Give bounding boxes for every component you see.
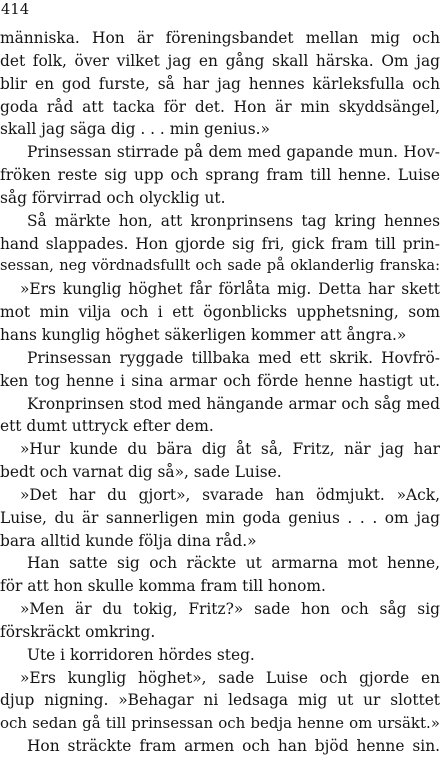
text-line: ken tog henne i sina armar och förde henne hastigt ut. — [0, 371, 440, 390]
text-line: djup nigning. »Behagar ni ledsaga mig ut ur slottet — [0, 691, 440, 710]
text-line: det folk, över vilket jag en gång skall härska. Om jag — [0, 51, 440, 70]
text-line: skall jag säga dig . . . min genius.» — [0, 120, 270, 139]
text-line: hand slappades. Hon gjorde sig fri, gick fram till prin- — [0, 234, 440, 253]
text-line: »Hur kunde du bära dig åt så, Fritz, när jag har — [20, 440, 440, 459]
text-line: mot min vilja och i ett ögonblicks upphetsning, som — [0, 303, 440, 322]
text-line: blir en god furste, så har jag hennes kärleksfulla och — [0, 74, 440, 93]
text-line: ett dumt uttryck efter dem. — [0, 417, 214, 436]
text-line: bara alltid kunde följa dina råd.» — [0, 531, 257, 550]
text-line: Luise, du är sannerligen min goda genius . . . om jag — [0, 508, 440, 527]
text-line: Hon sträckte fram armen och han bjöd henne sin. — [27, 737, 440, 756]
text-line: Så märkte hon, att kronprinsens tag kring hennes — [27, 211, 440, 230]
text-line: för att hon skulle komma fram till honom. — [0, 577, 326, 596]
text-line: »Ers kunglig höghet», sade Luise och gjorde en — [20, 668, 440, 687]
text-line: »Det har du gjort», svarade han ödmjukt. »Ack, — [20, 485, 440, 504]
text-line: fröken reste sig upp och sprang fram till henne. Luise — [0, 166, 440, 185]
text-line: Prinsessan ryggade tillbaka med ett skrik. Hovfrö- — [27, 348, 440, 367]
text-line: sessan, neg vördnadsfullt och sade på oklanderlig franska: — [0, 257, 440, 275]
text-line: människa. Hon är föreningsbandet mellan mig och — [0, 29, 440, 47]
text-line: »Ers kunglig höghet får förlåta mig. Detta har skett — [20, 280, 440, 299]
body-text — [0, 27, 440, 758]
text-line: goda råd att tacka för det. Hon är min skyddsängel, — [0, 97, 440, 116]
text-line: bedt och varnat dig så», sade Luise. — [0, 463, 282, 482]
text-line: »Men är du tokig, Fritz?» sade hon och såg sig — [20, 600, 440, 619]
text-line: Ute i korridoren hördes steg. — [27, 645, 255, 664]
text-line: såg förvirrad och olycklig ut. — [0, 188, 226, 207]
text-line: hans kunglig höghet säkerligen kommer att ångra.» — [0, 325, 407, 344]
text-line: Han satte sig och räckte ut armarna mot henne, — [27, 554, 440, 573]
text-line: Kronprinsen stod med hängande armar och såg med — [27, 394, 440, 413]
page-number: 414 — [1, 2, 30, 18]
text-line: förskräckt omkring. — [0, 622, 156, 641]
text-line: Prinsessan stirrade på dem med gapande mun. Hov- — [27, 143, 440, 162]
text-line: och sedan gå till prinsessan och bedja henne om ursäkt.» — [0, 714, 440, 733]
